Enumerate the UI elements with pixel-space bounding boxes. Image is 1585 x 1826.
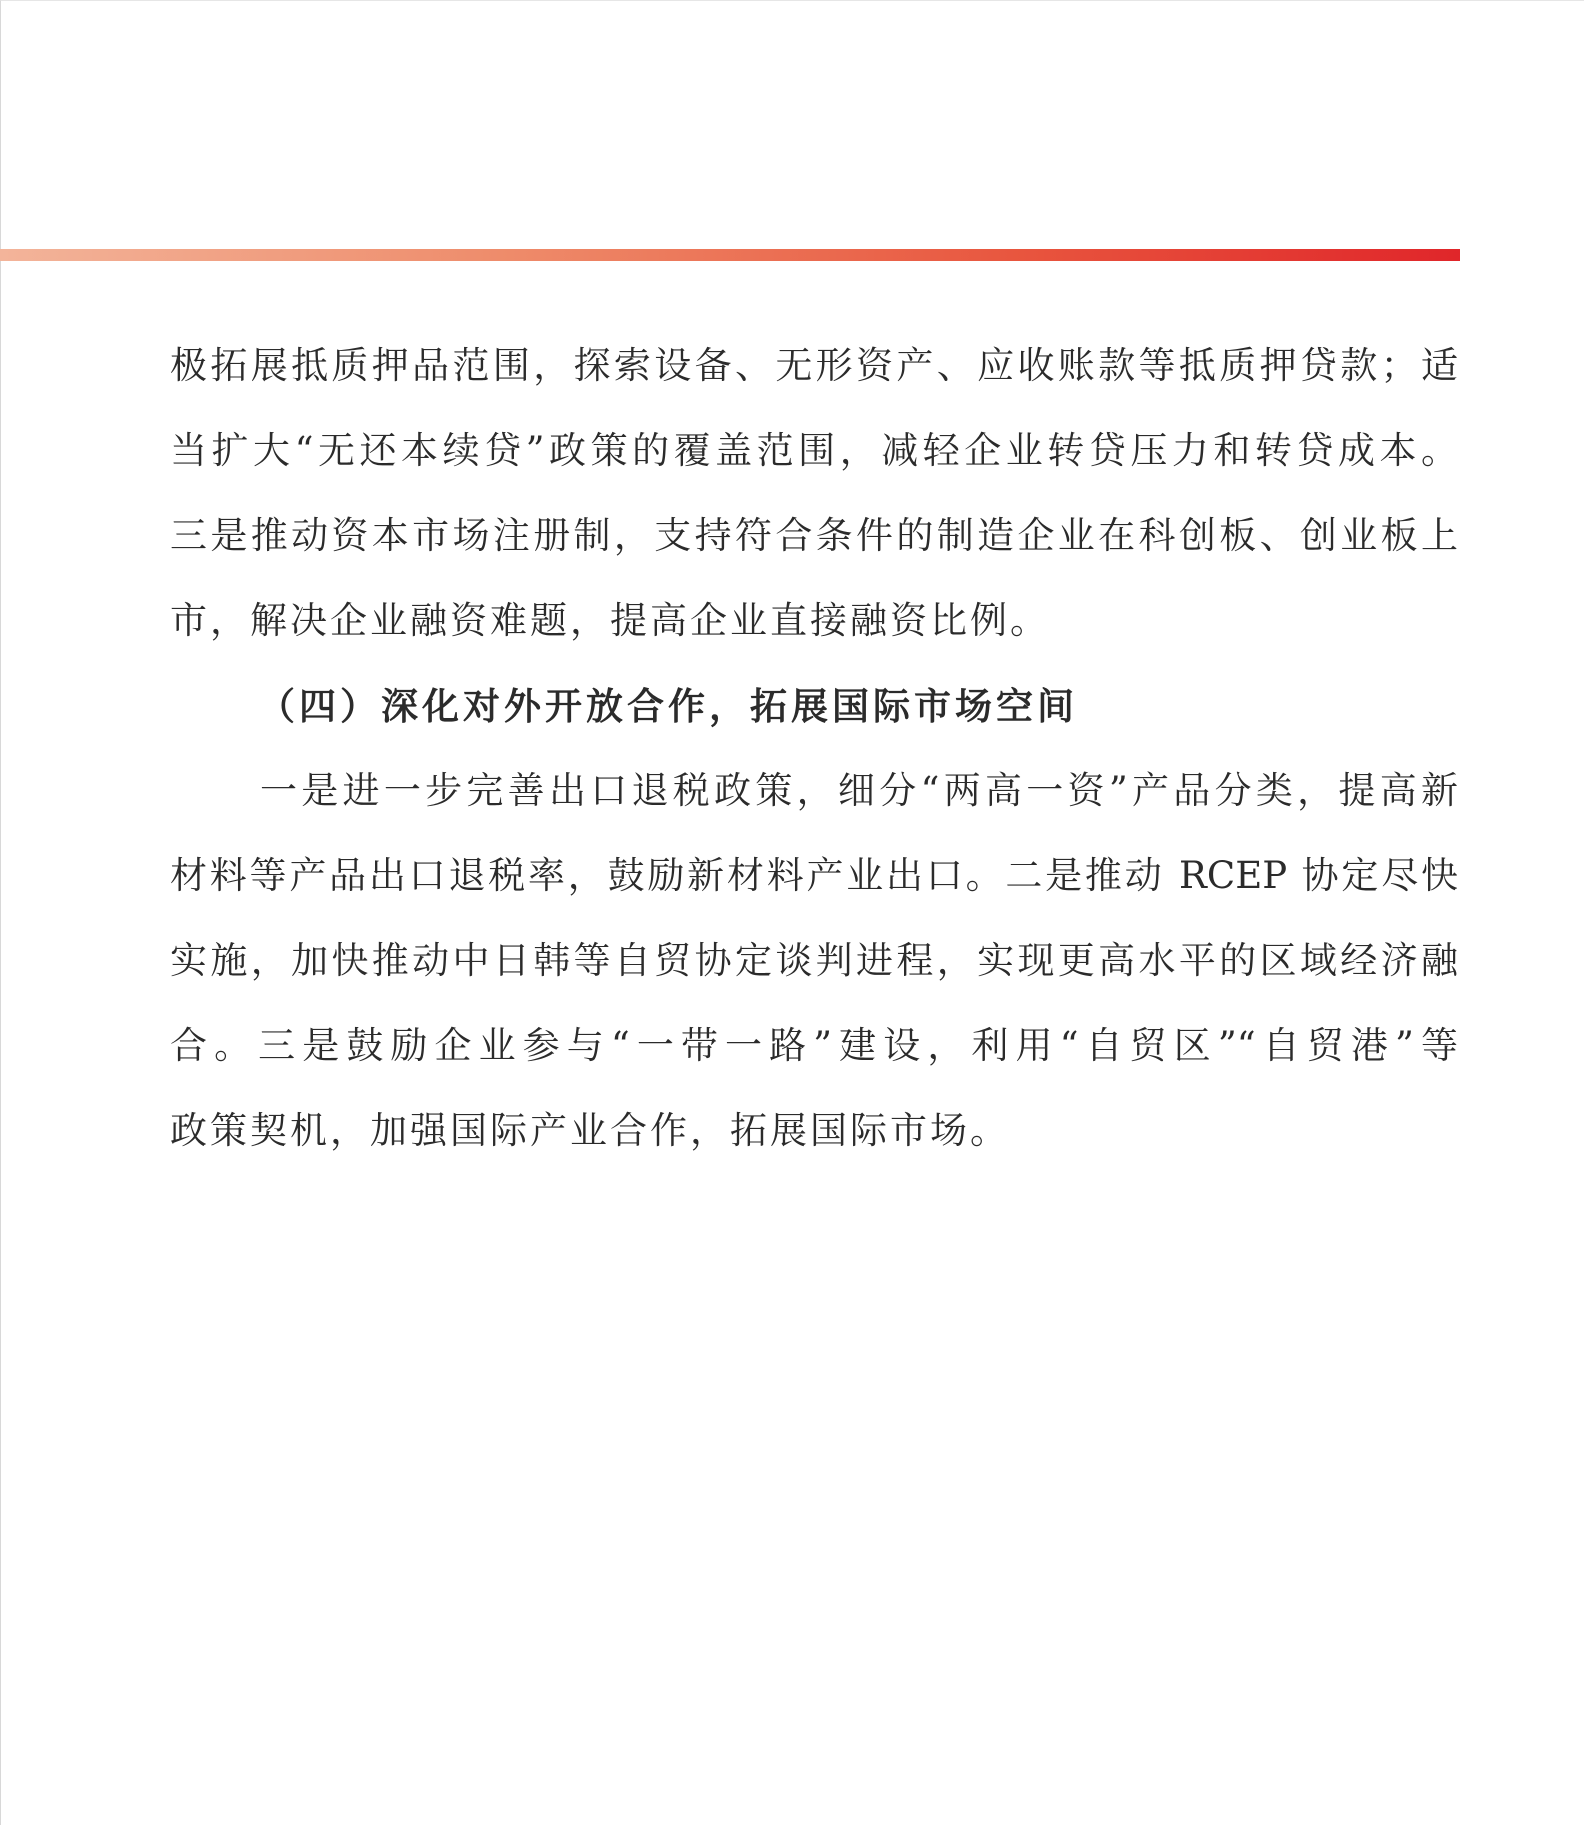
document-body <box>170 335 1458 1185</box>
paragraph-line: 合。三是鼓励企业参与“一带一路”建设，利用“自贸区”“自贸港”等 <box>170 1024 1458 1067</box>
paragraph-line: 当扩大“无还本续贷”政策的覆盖范围，减轻企业转贷压力和转贷成本。 <box>170 429 1458 472</box>
paragraph-line: 政策契机，加强国际产业合作，拓展国际市场。 <box>170 1109 1010 1152</box>
paragraph-line: 材料等产品出口退税率，鼓励新材料产业出口。二是推动 RCEP 协定尽快 <box>170 854 1458 897</box>
paragraph-line: 一是进一步完善出口退税政策，细分“两高一资”产品分类，提高新 <box>260 769 1458 812</box>
paragraph-line: 极拓展抵质押品范围，探索设备、无形资产、应收账款等抵质押贷款；适 <box>170 344 1458 387</box>
paragraph-line: 三是推动资本市场注册制，支持符合条件的制造企业在科创板、创业板上 <box>170 514 1458 557</box>
paragraph-line: 实施，加快推动中日韩等自贸协定谈判进程，实现更高水平的区域经济融 <box>170 939 1458 982</box>
header-rule <box>0 249 1460 261</box>
paragraph-line: 市，解决企业融资难题，提高企业直接融资比例。 <box>170 599 1050 642</box>
section-heading: （四）深化对外开放合作，拓展国际市场空间 <box>258 684 1078 728</box>
